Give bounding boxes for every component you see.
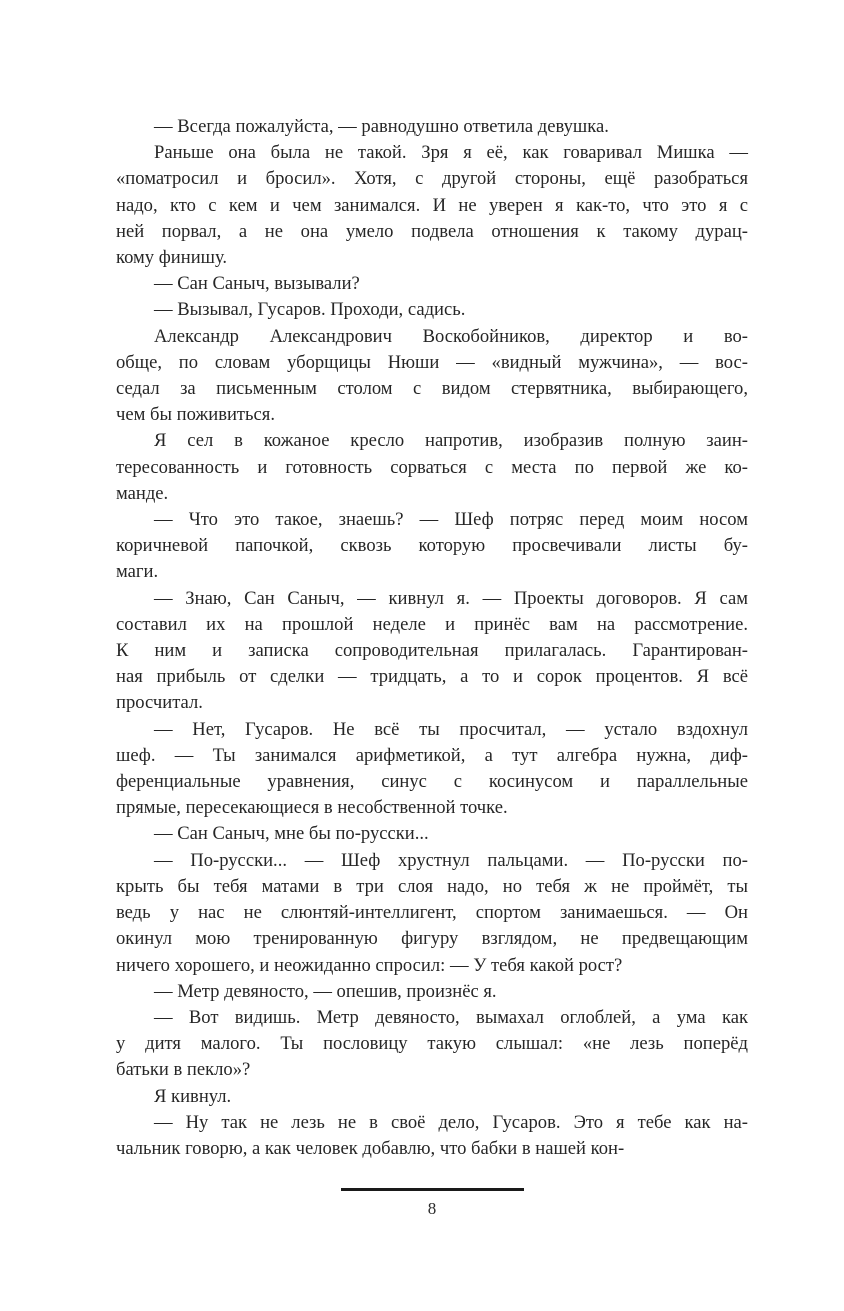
text-line: окинул мою тренированную фигуру взглядом, не предвещающим <box>116 928 748 950</box>
paragraph <box>116 979 748 1005</box>
paragraph <box>116 1110 748 1162</box>
text-line: крыть бы тебя матами в три слоя надо, но тебя ж не проймёт, ты <box>116 875 748 897</box>
text-line: — Сан Саныч, вызывали? <box>154 273 360 295</box>
text-line: — Вызывал, Гусаров. Проходи, садись. <box>154 299 466 321</box>
paragraph <box>116 297 748 323</box>
text-line: чальник говорю, а как человек добавлю, что бабки в нашей кон- <box>116 1137 625 1159</box>
text-line: — Что это такое, знаешь? — Шеф потряс перед моим носом <box>154 509 748 531</box>
text-line: — Метр девяносто, — опешив, произнёс я. <box>154 980 497 1002</box>
text-line: — Ну так не лезь не в своё дело, Гусаров. Это я тебе как на- <box>154 1111 748 1133</box>
text-line: манде. <box>116 482 169 504</box>
paragraph <box>116 717 748 822</box>
paragraph <box>116 271 748 297</box>
text-line: прямые, пересекающиеся в несобственной точке. <box>116 797 508 819</box>
footer-rule <box>341 1188 524 1191</box>
text-line: ведь у нас не слюнтяй-интеллигент, спортом занимаешься. — Он <box>116 902 748 924</box>
text-block <box>116 114 748 1162</box>
text-line: — Знаю, Сан Саныч, — кивнул я. — Проекты договоров. Я сам <box>154 587 748 609</box>
text-line: — Сан Саныч, мне бы по-русски... <box>154 823 429 845</box>
text-line: — Вот видишь. Метр девяносто, вымахал оглоблей, а ума как <box>154 1006 748 1028</box>
text-line: «поматросил и бросил». Хотя, с другой стороны, ещё разобраться <box>116 168 748 190</box>
paragraph <box>116 324 748 429</box>
text-line: ная прибыль от сделки — тридцать, а то и сорок процентов. Я всё <box>116 666 748 688</box>
paragraph <box>116 1084 748 1110</box>
text-line: — Всегда пожалуйста, — равнодушно ответила девушка. <box>154 116 609 137</box>
text-line: кому финишу. <box>116 247 228 269</box>
text-line: батьки в пекло»? <box>116 1059 251 1081</box>
text-line: обще, по словам уборщицы Нюши — «видный мужчина», — вос- <box>116 351 748 373</box>
text-line: Александр Александрович Воскобойников, директор и во- <box>154 325 748 347</box>
text-line: седал за письменным столом с видом стервятника, выбирающего, <box>116 378 748 400</box>
text-line: ференциальные уравнения, синус с косинусом и параллельные <box>116 771 748 793</box>
text-line: — Нет, Гусаров. Не всё ты просчитал, — устало вздохнул <box>154 718 748 740</box>
paragraph <box>116 821 748 847</box>
text-line: Я кивнул. <box>154 1085 232 1107</box>
text-line: Я сел в кожаное кресло напротив, изобразив полную заин- <box>154 430 748 452</box>
text-line: маги. <box>116 561 159 583</box>
text-line: надо, кто с кем и чем занимался. И не уверен я как-то, что это я с <box>116 194 748 216</box>
text-line: ничего хорошего, и неожиданно спросил: — У тебя какой рост? <box>116 954 623 976</box>
text-line: чем бы поживиться. <box>116 404 275 426</box>
paragraph <box>116 848 748 979</box>
text-line: у дитя малого. Ты пословицу такую слышал: «не лезь поперёд <box>116 1033 748 1055</box>
text-line: К ним и записка сопроводительная прилагалась. Гарантирован- <box>116 640 748 662</box>
text-line: тересованность и готовность сорваться с места по первой же ко- <box>116 456 748 478</box>
paragraph <box>116 507 748 586</box>
text-line: составил их на прошлой неделе и принёс вам на рассмотрение. <box>116 613 748 635</box>
text-line: Раньше она была не такой. Зря я её, как говаривал Мишка — <box>154 142 748 164</box>
page-footer <box>116 1188 748 1219</box>
paragraph <box>116 586 748 717</box>
paragraph <box>116 114 748 140</box>
paragraph <box>116 1005 748 1084</box>
paragraph <box>116 428 748 507</box>
text-line: просчитал. <box>116 692 203 714</box>
text-line: ней порвал, а не она умело подвела отношения к такому дурац- <box>116 220 748 242</box>
text-line: — По-русски... — Шеф хрустнул пальцами. — По-русски по- <box>154 849 748 871</box>
paragraph <box>116 140 748 271</box>
text-line: коричневой папочкой, сквозь которую просвечивали листы бу- <box>116 535 748 557</box>
page-number: 8 <box>427 1199 437 1218</box>
text-line: шеф. — Ты занимался арифметикой, а тут алгебра нужна, диф- <box>116 744 748 766</box>
